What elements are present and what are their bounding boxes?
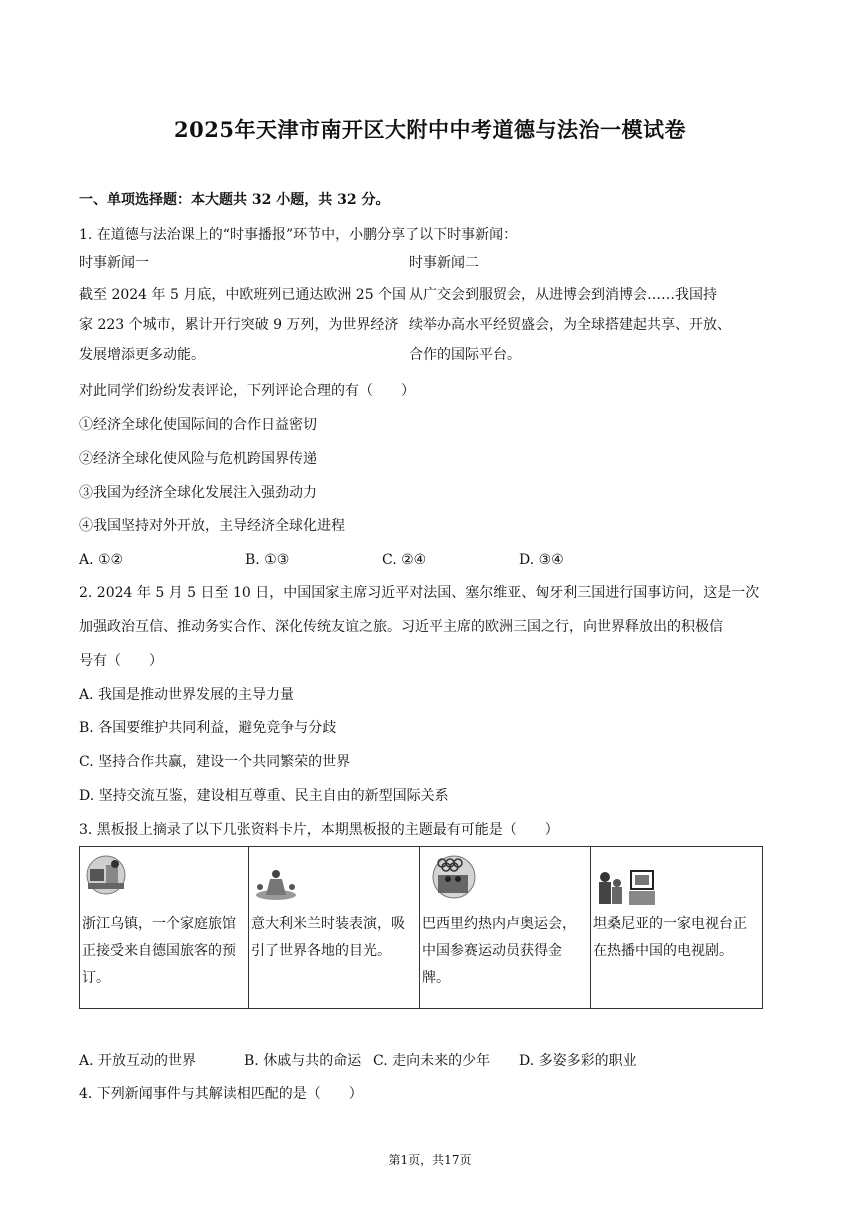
q1-option-c: C. ②④ [382,552,427,568]
olympics-photo-icon [422,851,588,911]
q3-option-d: D. 多姿多彩的职业 [519,1053,637,1069]
q1-news2-line: 合作的国际平台。 [409,347,521,363]
q3-card [591,847,763,1009]
q2-stem-line: 号有（ ） [79,653,163,669]
q1-item: ③我国为经济全球化发展注入强劲动力 [79,485,317,501]
travel-photo-icon [82,851,246,911]
q1-item: ①经济全球化使国际间的合作日益密切 [79,417,317,433]
q3-card-text: 巴西里约热内卢奥运会，中国参赛运动员获得金牌。 [422,916,576,986]
q3-option-c: C. 走向未来的少年 [373,1053,491,1069]
q2-option-c: C. 坚持合作共赢，建设一个共同繁荣的世界 [79,754,351,770]
q1-news2-line: 从广交会到服贸会，从进博会到消博会……我国持 [409,287,717,303]
q3-option-a: A. 开放互动的世界 [79,1053,197,1069]
q1-option-d: D. ③④ [519,552,564,568]
q1-stem: 1. 在道德与法治课上的“时事播报”环节中，小鹏分享了以下时事新闻： [79,227,518,243]
q2-option-a: A. 我国是推动世界发展的主导力量 [79,687,295,703]
q3-card [80,847,249,1009]
q2-option-d: D. 坚持交流互鉴，建设相互尊重、民主自由的新型国际关系 [79,788,449,804]
q3-card-text: 浙江乌镇，一个家庭旅馆正接受来自德国旅客的预订。 [82,916,236,986]
tv-watching-photo-icon [593,851,760,911]
q1-item: ②经济全球化使风险与危机跨国界传递 [79,451,317,467]
q3-option-b: B. 休戚与共的命运 [244,1053,362,1069]
q2-stem-line: 加强政治互信、推动务实合作、深化传统友谊之旅。习近平主席的欧洲三国之行，向世界释放出的积极信 [79,619,723,635]
q3-card-table [79,846,763,1009]
page-title: 2025年天津市南开区大附中中考道德与法治一模试卷 [174,117,686,142]
q3-card [420,847,591,1009]
q1-item: ④我国坚持对外开放，主导经济全球化进程 [79,518,345,534]
q1-option-a: A. ①② [79,552,124,568]
q3-stem: 3. 黑板报上摘录了以下几张资料卡片，本期黑板报的主题最有可能是（ ） [79,822,559,838]
q1-option-b: B. ①③ [245,552,290,568]
q1-news1-line: 截至 2024 年 5 月底，中欧班列已通达欧洲 25 个国 [79,287,407,303]
q2-option-b: B. 各国要维护共同利益，避免竞争与分歧 [79,720,337,736]
q4-stem: 4. 下列新闻事件与其解读相匹配的是（ ） [79,1086,363,1102]
fashion-show-photo-icon [251,851,417,911]
q2-stem-line: 2. 2024 年 5 月 5 日至 10 日，中国国家主席习近平对法国、塞尔维亚、匈牙利三国进行国事访问，这是一次 [79,585,760,601]
q1-news2-line: 续举办高水平经贸盛会，为全球搭建起共享、开放、 [409,317,731,333]
section-heading: 一、单项选择题：本大题共 32 小题，共 32 分。 [79,192,390,208]
q3-card [249,847,420,1009]
q1-news2-title: 时事新闻二 [409,255,479,271]
q3-card-text: 坦桑尼亚的一家电视台正在热播中国的电视剧。 [593,916,747,959]
q3-card-text: 意大利米兰时装表演，吸引了世界各地的目光。 [251,916,405,959]
page-footer: 第1页，共17页 [388,1153,472,1167]
q1-news1-title: 时事新闻一 [79,255,149,271]
q1-prompt: 对此同学们纷纷发表评论，下列评论合理的有（ ） [79,383,415,399]
q1-news1-line: 发展增添更多动能。 [79,347,205,363]
q1-news1-line: 家 223 个城市，累计开行突破 9 万列，为世界经济 [79,317,399,333]
